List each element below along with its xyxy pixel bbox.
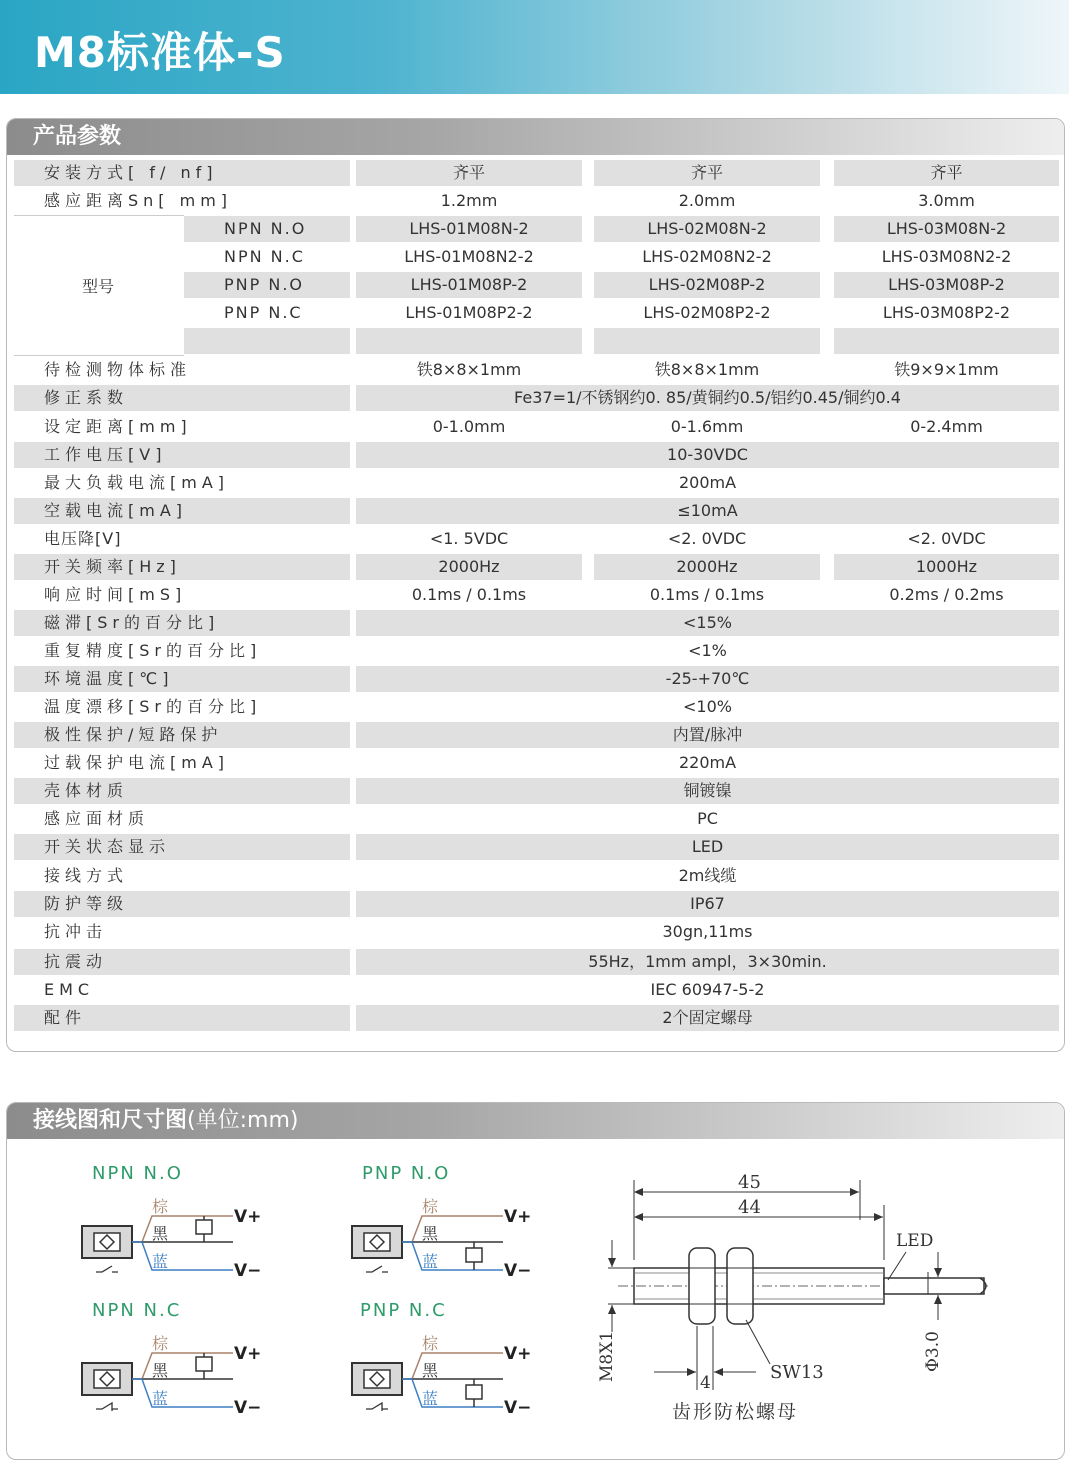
row-value: 内置/脉冲 (356, 722, 1059, 748)
row-factor (14, 384, 1058, 412)
row-label: 感应面材质 (44, 809, 150, 828)
row-value: <2. 0VDC (907, 529, 986, 548)
row-value: PC (697, 809, 718, 828)
wire-brown-label: 棕 (422, 1334, 439, 1353)
row-value: <15% (356, 610, 1059, 636)
model-label: 型号 (81, 277, 114, 296)
wire-black-label: 黑 (422, 1224, 439, 1243)
row-value: 0-1.6mm (670, 417, 744, 436)
row-value: 0-2.4mm (910, 417, 983, 436)
row-value: 2m线缆 (678, 866, 737, 885)
v-plus-label: V+ (234, 1344, 262, 1364)
row-value: 齐平 (834, 160, 1059, 186)
v-minus-label: V− (234, 1261, 262, 1281)
row-value: 220mA (678, 753, 737, 772)
row-value: IEC 60947-5-2 (650, 980, 765, 999)
row-value: 0-1.0mm (432, 417, 506, 436)
model-value: LHS-02M08P-2 (594, 272, 820, 298)
row-value: LED (356, 834, 1059, 860)
row-label: 极性保护/短路保护 (14, 722, 350, 748)
v-plus-label: V+ (234, 1207, 262, 1227)
row-label: 壳体材质 (14, 778, 350, 804)
row-value: 55Hz，1mm ampl，3×30min. (356, 949, 1059, 975)
row-emc (14, 976, 1058, 1004)
wire-brown-label: 棕 (152, 1197, 169, 1216)
row-resp (14, 581, 1058, 609)
row-label: 磁滞[Sr的百分比] (14, 610, 350, 636)
row-value: 铜镀镍 (356, 778, 1059, 804)
row-label: 修正系数 (14, 385, 350, 411)
row-target (14, 356, 1058, 384)
wiring-diagram-npn-nc (78, 1327, 278, 1422)
row-model-empty (14, 327, 1058, 355)
dim-thread-label: M8X1 (597, 1330, 617, 1382)
row-value: IP67 (356, 891, 1059, 917)
row-label: 抗冲击 (44, 922, 108, 941)
model-value: LHS-01M08P-2 (356, 272, 582, 298)
row-value: 30gn,11ms (662, 922, 753, 941)
row-value: -25-+70℃ (356, 666, 1059, 692)
v-minus-label: V− (504, 1261, 532, 1281)
wiring-panel-unit: (单位:mm) (187, 1108, 299, 1133)
v-minus-label: V− (504, 1398, 532, 1418)
row-label: 温度漂移[Sr的百分比] (44, 697, 262, 716)
row-mount (14, 159, 1058, 187)
row-ambient (14, 665, 1058, 693)
row-value: 铁9×9×1mm (894, 360, 999, 379)
row-value: <1. 5VDC (429, 529, 509, 548)
row-value: 3.0mm (918, 191, 975, 210)
model-type: NPN N.C (224, 247, 305, 266)
row-label: 电压降[V] (44, 529, 122, 548)
row-value: 0.2ms / 0.2ms (889, 585, 1004, 604)
wiring-diagram-pnp-nc (348, 1327, 548, 1422)
row-value: Fe37=1/不锈钢约0. 85/黄铜约0.5/铝约0.45/铜约0.4 (356, 385, 1059, 411)
wiring-panel-title (7, 1103, 1064, 1139)
row-hyst (14, 609, 1058, 637)
dimension-drawing (588, 1160, 1008, 1430)
model-value: LHS-03M08P-2 (834, 272, 1059, 298)
row-label: 开关状态显示 (14, 834, 350, 860)
row-overload (14, 749, 1058, 777)
row-model-npn-nc (14, 243, 1058, 271)
row-value: 1.2mm (440, 191, 498, 210)
dim-nut-width-label: 4 (700, 1373, 711, 1393)
model-value: LHS-03M08N2-2 (881, 247, 1012, 266)
row-vdrop (14, 525, 1058, 553)
dim-body-label: 44 (738, 1197, 761, 1218)
row-drift (14, 693, 1058, 721)
model-value: LHS-01M08N2-2 (404, 247, 534, 266)
row-value: 1000Hz (834, 554, 1059, 580)
row-setdist (14, 413, 1058, 441)
row-model-npn-no (14, 215, 1058, 243)
dim-overall-label: 45 (738, 1172, 761, 1193)
row-label: 开关频率[Hz] (14, 554, 350, 580)
wire-blue-label: 蓝 (152, 1389, 169, 1408)
wiring-title-npn-no: NPN N.O (92, 1163, 183, 1184)
row-protection (14, 890, 1058, 918)
dim-cable-label: Φ3.0 (923, 1331, 943, 1372)
model-value: LHS-02M08N2-2 (642, 247, 772, 266)
v-plus-label: V+ (504, 1344, 532, 1364)
model-value-empty (594, 328, 820, 354)
row-label: 感应距离Sn[ mm] (44, 191, 233, 210)
row-vibration (14, 948, 1058, 976)
v-minus-label: V− (234, 1398, 262, 1418)
row-value: 200mA (678, 473, 737, 492)
wiring-panel-title-text: 接线图和尺寸图 (33, 1108, 188, 1133)
dim-wrench-label: SW13 (770, 1362, 824, 1383)
row-shock (14, 918, 1058, 946)
row-value: 齐平 (594, 160, 820, 186)
model-value: LHS-02M08N-2 (594, 216, 820, 242)
wiring-diagram-npn-no (78, 1190, 278, 1285)
row-label: 工作电压[V] (14, 442, 350, 468)
row-label: 响应时间[mS] (44, 585, 187, 604)
row-label: EMC (44, 980, 95, 999)
wire-brown-label: 棕 (422, 1197, 439, 1216)
model-type-empty (184, 328, 350, 354)
row-value: 铁8×8×1mm (654, 360, 760, 379)
wire-black-label: 黑 (152, 1224, 169, 1243)
dim-led-label: LED (896, 1231, 934, 1251)
row-value: <2. 0VDC (667, 529, 747, 548)
row-value: ≤10mA (356, 498, 1059, 524)
model-value: LHS-03M08P2-2 (882, 303, 1011, 322)
row-label: 防护等级 (14, 891, 350, 917)
row-model-pnp-no (14, 271, 1058, 299)
row-value: 2个固定螺母 (356, 1005, 1059, 1031)
wiring-title-pnp-no: PNP N.O (362, 1163, 451, 1184)
wiring-diagram-pnp-no (348, 1190, 548, 1285)
row-value: <1% (688, 641, 727, 660)
spec-panel-title: 产品参数 (7, 119, 1064, 155)
model-value: LHS-01M08N-2 (356, 216, 582, 242)
row-label: 环境温度[℃] (14, 666, 350, 692)
wire-black-label: 黑 (152, 1361, 169, 1380)
v-plus-label: V+ (504, 1207, 532, 1227)
model-value: LHS-01M08P2-2 (405, 303, 533, 322)
model-type: PNP N.C (224, 303, 303, 322)
row-value: 2000Hz (594, 554, 820, 580)
row-value: 齐平 (356, 160, 582, 186)
row-value: 铁8×8×1mm (416, 360, 522, 379)
row-freq (14, 553, 1058, 581)
wire-brown-label: 棕 (152, 1334, 169, 1353)
row-label: 安装方式[ f/ nf] (14, 160, 350, 186)
row-maxload (14, 469, 1058, 497)
model-value: LHS-03M08N-2 (834, 216, 1059, 242)
row-value: <10% (683, 697, 732, 716)
row-face (14, 805, 1058, 833)
row-value: 0.1ms / 0.1ms (649, 585, 765, 604)
row-label: 重复精度[Sr的百分比] (44, 641, 262, 660)
wire-black-label: 黑 (422, 1361, 439, 1380)
row-model-pnp-nc (14, 299, 1058, 327)
row-label: 接线方式 (44, 866, 129, 885)
model-value-empty (356, 328, 582, 354)
nut-caption: 齿形防松螺母 (672, 1401, 799, 1423)
row-connection (14, 862, 1058, 890)
row-value: 2000Hz (356, 554, 582, 580)
row-voltage (14, 441, 1058, 469)
row-sense (14, 187, 1058, 215)
row-label: 空载电流[mA] (14, 498, 350, 524)
row-label: 待检测物体标准 (44, 360, 192, 379)
model-value: LHS-02M08P2-2 (643, 303, 771, 322)
row-accessory (14, 1004, 1058, 1032)
wiring-title-pnp-nc: PNP N.C (360, 1300, 447, 1321)
model-type: PNP N.O (184, 272, 350, 298)
row-value: 2.0mm (678, 191, 736, 210)
wire-blue-label: 蓝 (422, 1252, 439, 1271)
page-title: M8标准体-S (34, 28, 286, 77)
wiring-title-npn-nc: NPN N.C (92, 1300, 182, 1321)
row-label: 过载保护电流[mA] (44, 753, 230, 772)
row-label: 最大负载电流[mA] (44, 473, 230, 492)
model-value-empty (834, 328, 1059, 354)
model-type: NPN N.O (184, 216, 350, 242)
row-repeat (14, 637, 1058, 665)
row-value: 10-30VDC (356, 442, 1059, 468)
row-noload (14, 497, 1058, 525)
row-value: 0.1ms / 0.1ms (411, 585, 527, 604)
row-polarity (14, 721, 1058, 749)
row-housing (14, 777, 1058, 805)
row-label: 配件 (14, 1005, 350, 1031)
row-label: 设定距离[mm] (44, 417, 192, 436)
row-label: 抗震动 (14, 949, 350, 975)
wire-blue-label: 蓝 (152, 1252, 169, 1271)
wire-blue-label: 蓝 (422, 1389, 439, 1408)
row-indicator (14, 833, 1058, 861)
